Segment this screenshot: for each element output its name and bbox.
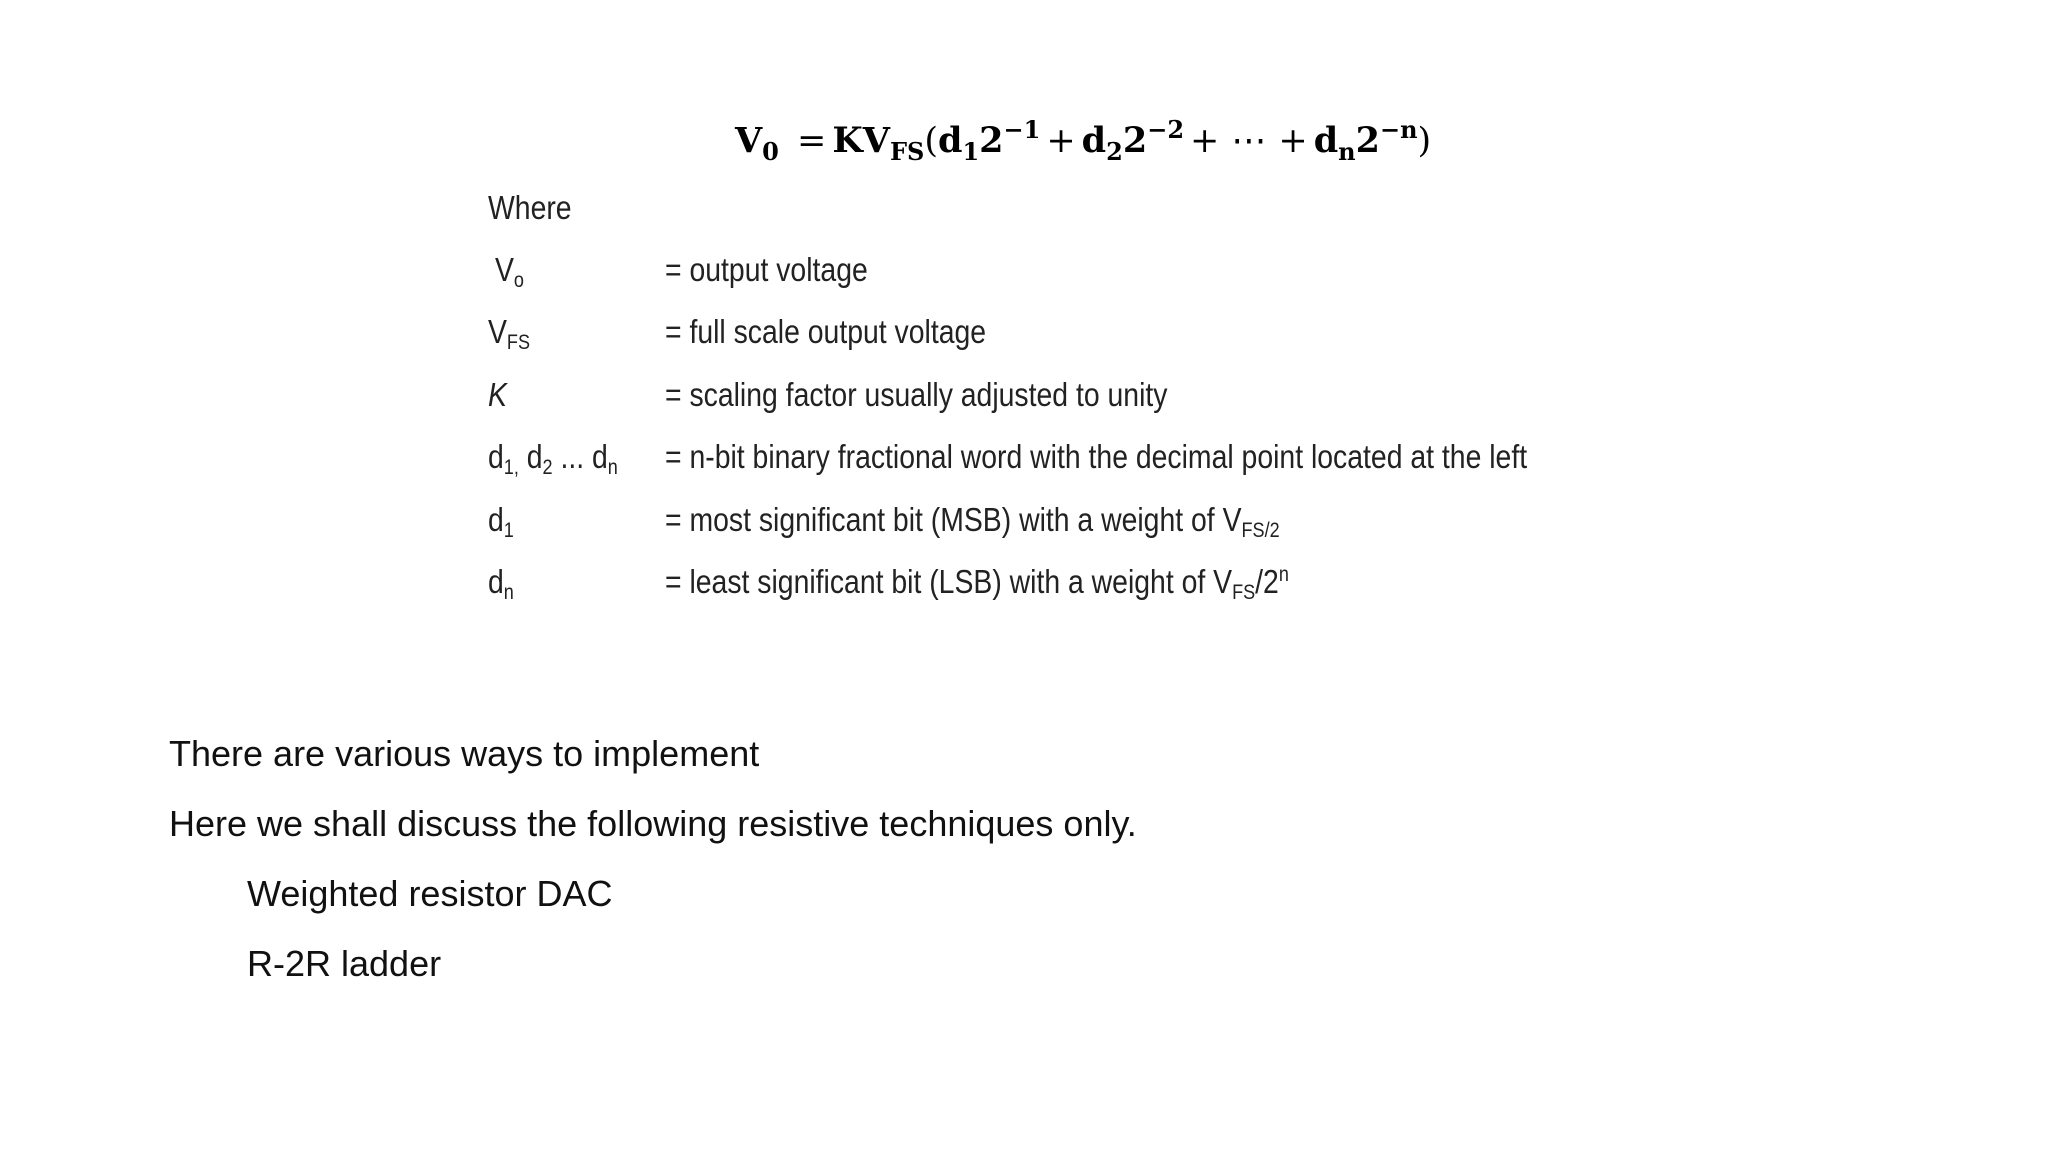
symbol-subscript: n	[503, 581, 514, 604]
definition-row	[488, 563, 1788, 613]
definition-description: = full scale output voltage	[665, 313, 987, 350]
definition-symbol	[495, 251, 524, 293]
equation-close-paren: )	[1417, 121, 1432, 161]
equation-plus-2: +	[1190, 121, 1220, 161]
definition-description: = output voltage	[665, 251, 868, 288]
equation-term2-d: d	[1081, 120, 1107, 161]
equation-plus-3: +	[1278, 121, 1308, 161]
symbol-main: d	[488, 438, 504, 475]
equation-plus-1: +	[1046, 121, 1076, 161]
equation-termn-d: d	[1313, 120, 1339, 161]
description-subscript: FS	[1232, 581, 1256, 604]
definitions-block	[488, 0, 1788, 620]
symbol-middle: d	[518, 438, 543, 475]
symbol-subscript: 1	[503, 519, 514, 542]
definition-row	[488, 438, 1788, 488]
definition-symbol	[488, 563, 514, 605]
equation-term1-d: d	[937, 120, 963, 161]
definition-row	[488, 313, 1788, 363]
definition-description	[665, 501, 1280, 543]
symbol-main: d	[488, 501, 504, 538]
definition-row	[488, 376, 1788, 426]
symbol-main: K	[488, 376, 507, 413]
description-subscript: FS/2	[1241, 519, 1280, 542]
equation-lhs: V	[735, 120, 763, 161]
equation-termn-base: 2	[1355, 120, 1380, 161]
equation-term2-exponent: −2	[1147, 115, 1185, 144]
symbol-subscript-2: 2	[542, 456, 553, 479]
equation-term2-base: 2	[1122, 120, 1148, 161]
symbol-main: d	[488, 563, 504, 600]
list-item: Weighted resistor DAC	[247, 873, 613, 914]
definition-symbol	[488, 313, 530, 355]
definition-symbol	[488, 438, 618, 480]
equation-term1-exponent: −1	[1003, 115, 1041, 144]
definition-row	[488, 251, 1788, 301]
equation-lhs-subscript: 0	[762, 137, 779, 166]
equation-termn-subscript: n	[1338, 137, 1356, 166]
list-item: R-2R ladder	[247, 943, 442, 984]
definition-description: = scaling factor usually adjusted to unity	[665, 376, 1168, 413]
symbol-subscript: 1,	[503, 456, 519, 479]
where-label: Where	[488, 189, 572, 226]
symbol-main: V	[488, 313, 507, 350]
symbol-subscript: FS	[506, 331, 531, 354]
equation-term1-subscript: 1	[962, 137, 980, 166]
equation-term2-subscript: 2	[1106, 137, 1123, 166]
body-line-2: Here we shall discuss the following resistive techniques only.	[169, 803, 1137, 844]
definition-symbol	[488, 376, 507, 414]
symbol-subscript: o	[513, 269, 524, 292]
definition-symbol	[488, 501, 514, 543]
definition-row	[488, 501, 1788, 551]
equation-equals: =	[797, 121, 827, 161]
equation-termn-exponent: −n	[1379, 115, 1418, 144]
description-tail: /2	[1255, 563, 1279, 600]
symbol-main: V	[495, 251, 514, 288]
description-text: = most significant bit (MSB) with a weight of V	[665, 501, 1242, 538]
description-text: = least significant bit (LSB) with a weight of V	[665, 563, 1233, 600]
equation-kv-subscript: FS	[889, 137, 925, 166]
equation-open-paren: (	[924, 121, 938, 161]
definition-description	[665, 563, 1289, 605]
symbol-subscript-3: n	[607, 456, 618, 479]
definition-description: = n-bit binary fractional word with the decimal point located at the left	[665, 438, 1528, 475]
equation-kv: KV	[832, 120, 890, 161]
symbol-tail: ... d	[552, 438, 608, 475]
description-superscript: n	[1278, 563, 1289, 586]
equation-ellipsis: ⋯	[1231, 121, 1267, 161]
body-line-1: There are various ways to implement	[169, 733, 760, 774]
equation-term1-base: 2	[979, 120, 1004, 161]
